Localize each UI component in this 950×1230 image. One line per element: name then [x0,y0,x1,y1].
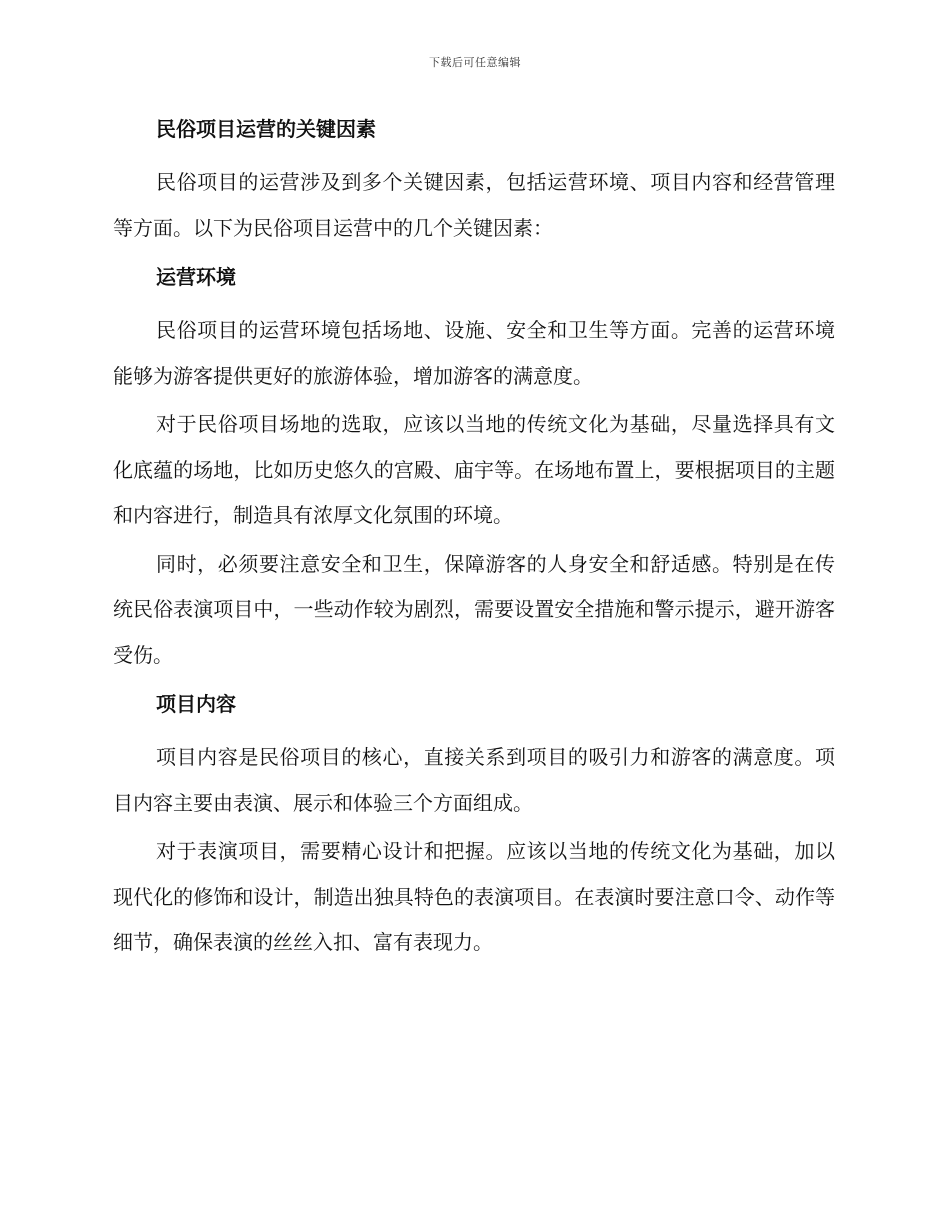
paragraph: 项目内容是民俗项目的核心，直接关系到项目的吸引力和游客的满意度。项目内容主要由表演、展示和体验三个方面组成。 [113,745,835,815]
paragraph: 民俗项目的运营环境包括场地、设施、安全和卫生等方面。完善的运营环境能够为游客提供更好的旅游体验，增加游客的满意度。 [113,318,835,388]
document-body [113,112,835,975]
paragraph: 对于民俗项目场地的选取，应该以当地的传统文化为基础，尽量选择具有文化底蕴的场地，比如历史悠久的宫殿、庙宇等。在场地布置上，要根据项目的主题和内容进行，制造具有浓厚文化氛围的环境。 [113,412,835,527]
paragraph: 对于表演项目，需要精心设计和把握。应该以当地的传统文化为基础，加以现代化的修饰和设计，制造出独具特色的表演项目。在表演时要注意口令、动作等细节，确保表演的丝丝入扣、富有表现力。 [113,839,835,954]
page-header-note: 下载后可任意编辑 [429,56,521,69]
document-title: 民俗项目运营的关键因素 [156,117,376,141]
section-heading-content: 项目内容 [156,692,236,716]
intro-paragraph: 民俗项目的运营涉及到多个关键因素，包括运营环境、项目内容和经营管理等方面。以下为民俗项目运营中的几个关键因素： [113,170,835,240]
paragraph: 同时，必须要注意安全和卫生，保障游客的人身安全和舒适感。特别是在传统民俗表演项目中，一些动作较为剧烈，需要设置安全措施和警示提示，避开游客受伤。 [113,551,835,667]
section-heading-environment: 运营环境 [156,265,236,289]
